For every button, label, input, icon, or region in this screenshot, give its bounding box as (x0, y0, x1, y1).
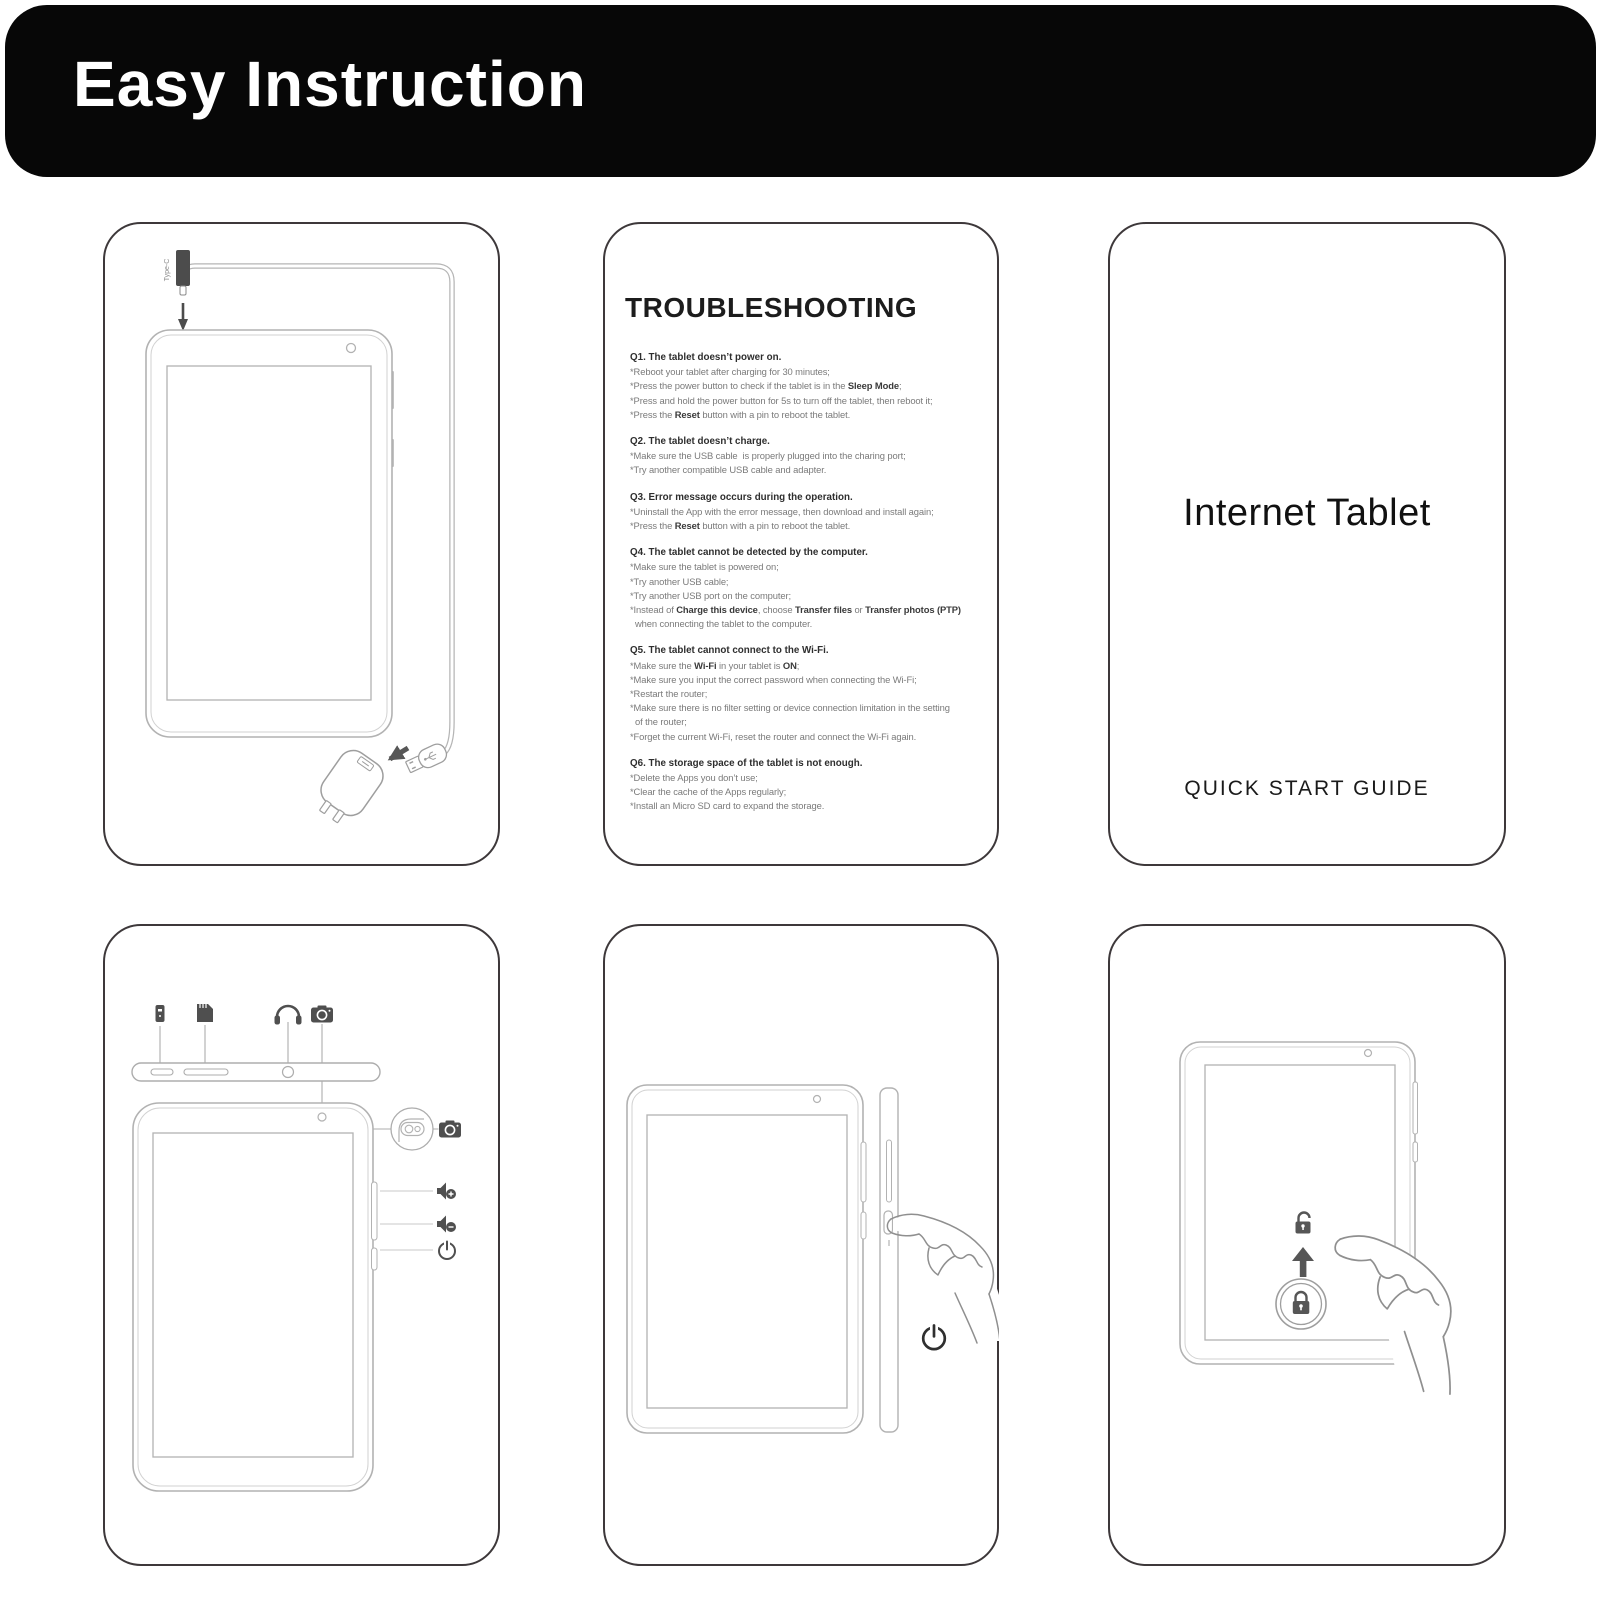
unlock-illustration (1108, 924, 1506, 1566)
answer-line: *Install an Micro SD card to expand the storage. (630, 800, 825, 812)
tablet-front-outline (146, 330, 393, 737)
answer-line: *Restart the router; (630, 688, 708, 700)
camera-zoom-detail (391, 1108, 433, 1150)
qa-block (630, 546, 997, 631)
pointing-hand-icon (887, 1214, 999, 1343)
power-button (372, 1248, 378, 1270)
down-arrow-icon (178, 303, 188, 331)
question-title: Q1. The tablet doesn’t power on. (630, 352, 782, 363)
power-adapter-icon (309, 745, 389, 831)
power-on-illustration (603, 924, 999, 1566)
question-title: Q5. The tablet cannot connect to the Wi-Fi. (630, 645, 829, 657)
troubleshooting-title: TROUBLESHOOTING (625, 292, 918, 323)
tablet-front-outline (133, 1103, 373, 1491)
troubleshooting-blocks (625, 351, 997, 814)
charging-illustration (103, 222, 500, 866)
cover-title: Internet Tablet (1183, 492, 1431, 534)
answer-line: *Delete the Apps you don’t use; (630, 772, 758, 784)
answer-line: *Try another USB cable; (630, 575, 729, 587)
answer-line: *Make sure the Wi-Fi in your tablet is ON; (630, 659, 800, 671)
qa-block (630, 351, 997, 422)
answer-line: *Make sure the USB cable is properly plugged into the charing port; (630, 450, 906, 462)
answer-line: *Press the power button to check if the tablet is in the Sleep Mode; (630, 380, 902, 392)
question-title: Q3. Error message occurs during the operation. (630, 491, 853, 503)
answer-line: *Try another USB port on the computer; (630, 589, 792, 601)
headphone-jack (283, 1067, 294, 1078)
insert-arrow-icon (390, 748, 408, 759)
page-title: Easy Instruction (73, 48, 587, 120)
ports-diagram (103, 924, 500, 1566)
tablet-top-edge (132, 1063, 380, 1081)
cover-subtitle: QUICK START GUIDE (1184, 777, 1430, 800)
answer-line: *Reboot your tablet after charging for 30 minutes; (630, 366, 830, 378)
answer-line: *Press the Reset button with a pin to reboot the tablet. (630, 408, 851, 420)
question-title: Q6. The storage space of the tablet is not enough. (630, 757, 863, 769)
usb-connector-icon (156, 1005, 165, 1022)
qa-block (630, 757, 997, 814)
power-button (861, 1212, 866, 1239)
type-c-label: Type-C (164, 258, 171, 282)
answer-line: when connecting the tablet to the computer. (630, 618, 813, 630)
front-camera-dot (318, 1113, 326, 1121)
power-icon (439, 1242, 455, 1260)
answer-line: of the router; (630, 716, 687, 728)
volume-rocker (372, 1182, 378, 1240)
camera-icon (439, 1121, 461, 1138)
volume-up-icon (437, 1183, 456, 1200)
question-title: Q2. The tablet doesn’t charge. (630, 436, 770, 448)
qa-block (630, 435, 997, 478)
side-buttons (372, 1182, 378, 1270)
answer-line: *Press and hold the power button for 5s to turn off the tablet, then reboot it; (630, 394, 933, 406)
tablet-front-outline (627, 1085, 866, 1433)
qa-block (630, 491, 997, 534)
camera-icon (311, 1006, 333, 1023)
answer-line: *Make sure the tablet is powered on; (630, 561, 779, 573)
volume-rocker (1413, 1082, 1418, 1134)
answer-line: *Make sure you input the correct password when connecting the Wi-Fi; (630, 673, 917, 685)
microsd-card-icon (197, 1004, 213, 1022)
answer-line: *Forget the current Wi-Fi, reset the router and connect the Wi-Fi again. (630, 730, 917, 742)
usb-plug-icon (404, 741, 449, 776)
answer-line: *Press the Reset button with a pin to reboot the tablet. (630, 520, 851, 532)
troubleshooting-section (625, 292, 997, 827)
type-c-connector-icon (164, 250, 190, 295)
volume-down-icon (437, 1216, 456, 1233)
lock-button-icon (1276, 1279, 1326, 1329)
power-icon (923, 1326, 945, 1350)
answer-line: *Instead of Charge this device, choose Transfer files or Transfer photos (PTP) (630, 604, 961, 616)
answer-line: *Uninstall the App with the error message, then download and install again; (630, 505, 934, 517)
tablet-side-edge (880, 1088, 898, 1432)
header-banner (5, 5, 1596, 177)
answer-line: *Clear the cache of the Apps regularly; (630, 786, 787, 798)
answer-line: *Try another compatible USB cable and adapter. (630, 464, 827, 476)
answer-line: *Make sure there is no filter setting or device connection limitation in the setting (630, 702, 950, 714)
volume-rocker (861, 1142, 866, 1202)
panel-cover (1108, 222, 1506, 866)
question-title: Q4. The tablet cannot be detected by the computer. (630, 547, 868, 559)
headphones-icon (275, 1006, 302, 1025)
qa-block (630, 644, 997, 743)
power-button (1413, 1142, 1418, 1162)
